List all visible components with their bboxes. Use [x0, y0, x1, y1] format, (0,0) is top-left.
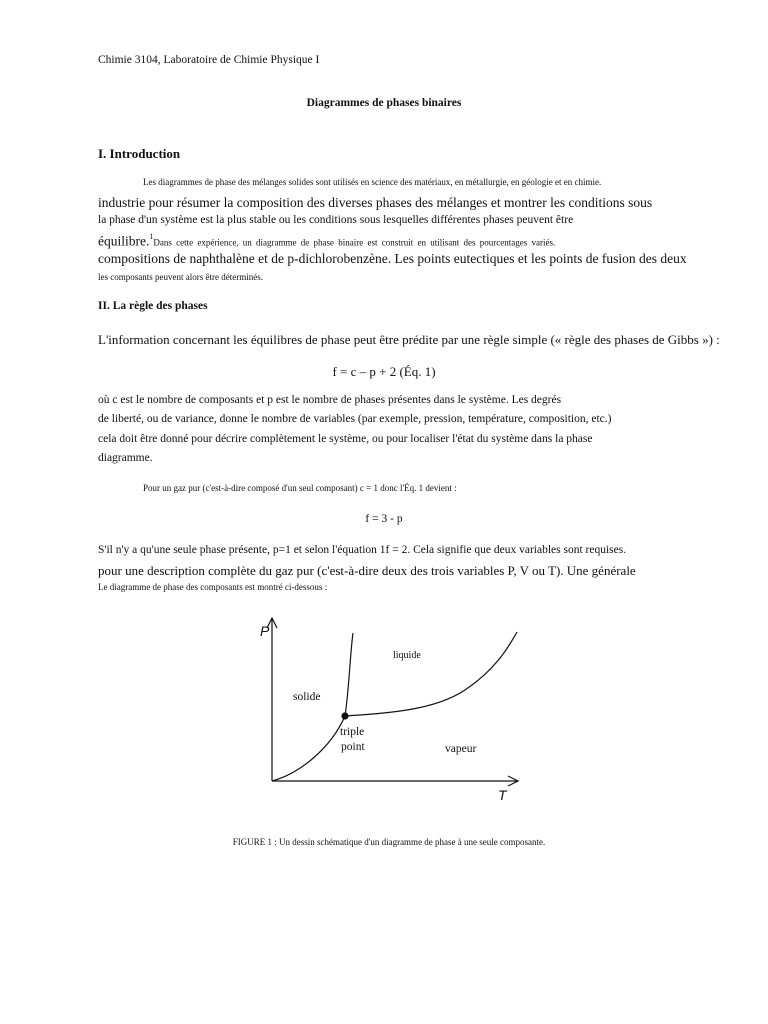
phase-rule-line-6: Pour un gaz pur (c'est-à-dire composé d'un seul composant) c = 1 donc l'Éq. 1 devient : [143, 483, 457, 493]
temperature-axis-label: T [498, 787, 507, 803]
figure-caption: FIGURE 1 : Un dessin schématique d'un diagramme de phase à une seule composante. [232, 837, 546, 847]
intro-line-4-end: Dans cette expérience, un diagramme de phase binaire est construit en utilisant des pourcentages variés. [153, 237, 556, 248]
footnote-marker: 1 [149, 232, 154, 241]
intro-line-5: compositions de naphthalène et de p-dichlorobenzène. Les points eutectiques et les points de fusion des deux [98, 251, 687, 266]
intro-line-4 [98, 233, 555, 249]
phase-rule-line-2: où c est le nombre de composants et p est le nombre de phases présentes dans le système. Les degrés [98, 394, 562, 406]
intro-line-1: Les diagrammes de phase des mélanges solides sont utilisés en science des matériaux, en métallurgie, en géologie et en chimie. [143, 177, 602, 187]
phase-rule-line-9: Le diagramme de phase des composants est montré ci-dessous : [98, 582, 328, 592]
vapor-region-label: vapeur [445, 743, 477, 755]
intro-line-4-start: équilibre. [98, 233, 150, 249]
melting-curve [345, 633, 353, 716]
phase-rule-line-8: pour une description complète du gaz pur (c'est-à-dire deux des trois variables P, V ou T). Une générale [98, 563, 636, 578]
phase-rule-paragraph-1: L'information concernant les équilibres de phase peut être prédite par une règle simple (« règle des phases de Gibbs ») : [98, 332, 720, 347]
sublimation-curve [272, 716, 345, 781]
document-header: Chimie 3104, Laboratoire de Chimie Physique I [98, 54, 320, 66]
triple-point-label-line-1: triple [340, 726, 365, 738]
intro-line-6: les composants peuvent alors être déterminés. [98, 272, 263, 282]
intro-line-2: industrie pour résumer la composition des diverses phases des mélanges et montrer les conditions sous [98, 195, 653, 210]
phase-rule-line-4: cela doit être donné pour décrire complètement le système, ou pour localiser l'état du système dans la phase [98, 433, 593, 445]
phase-rule-line-3: de liberté, ou de variance, donne le nombre de variables (par exemple, pression, température, composition, etc.) [98, 413, 612, 425]
phase-rule-line-5: diagramme. [98, 452, 153, 464]
phase-rule-line-7: S'il n'y a qu'une seule phase présente, p=1 et selon l'équation 1f = 2. Cela signifie que deux variables sont requises. [98, 544, 627, 556]
document-title: Diagrammes de phases binaires [306, 97, 462, 109]
triple-point-label-line-2: point [341, 741, 365, 753]
solid-region-label: solide [293, 691, 321, 703]
section-heading-phase-rule: II. La règle des phases [98, 300, 208, 312]
pressure-axis-label: P [260, 623, 270, 639]
equation-1: f = c – p + 2 (Éq. 1) [332, 364, 436, 379]
phase-diagram [240, 610, 540, 810]
equation-2: f = 3 - p [365, 513, 403, 525]
intro-line-3: la phase d'un système est la plus stable ou les conditions sous lesquelles différentes phases peuvent être [98, 214, 574, 226]
vaporization-curve [345, 632, 517, 716]
section-heading-introduction: I. Introduction [98, 146, 181, 161]
liquid-region-label: liquide [393, 650, 421, 661]
triple-point-marker [341, 712, 348, 719]
